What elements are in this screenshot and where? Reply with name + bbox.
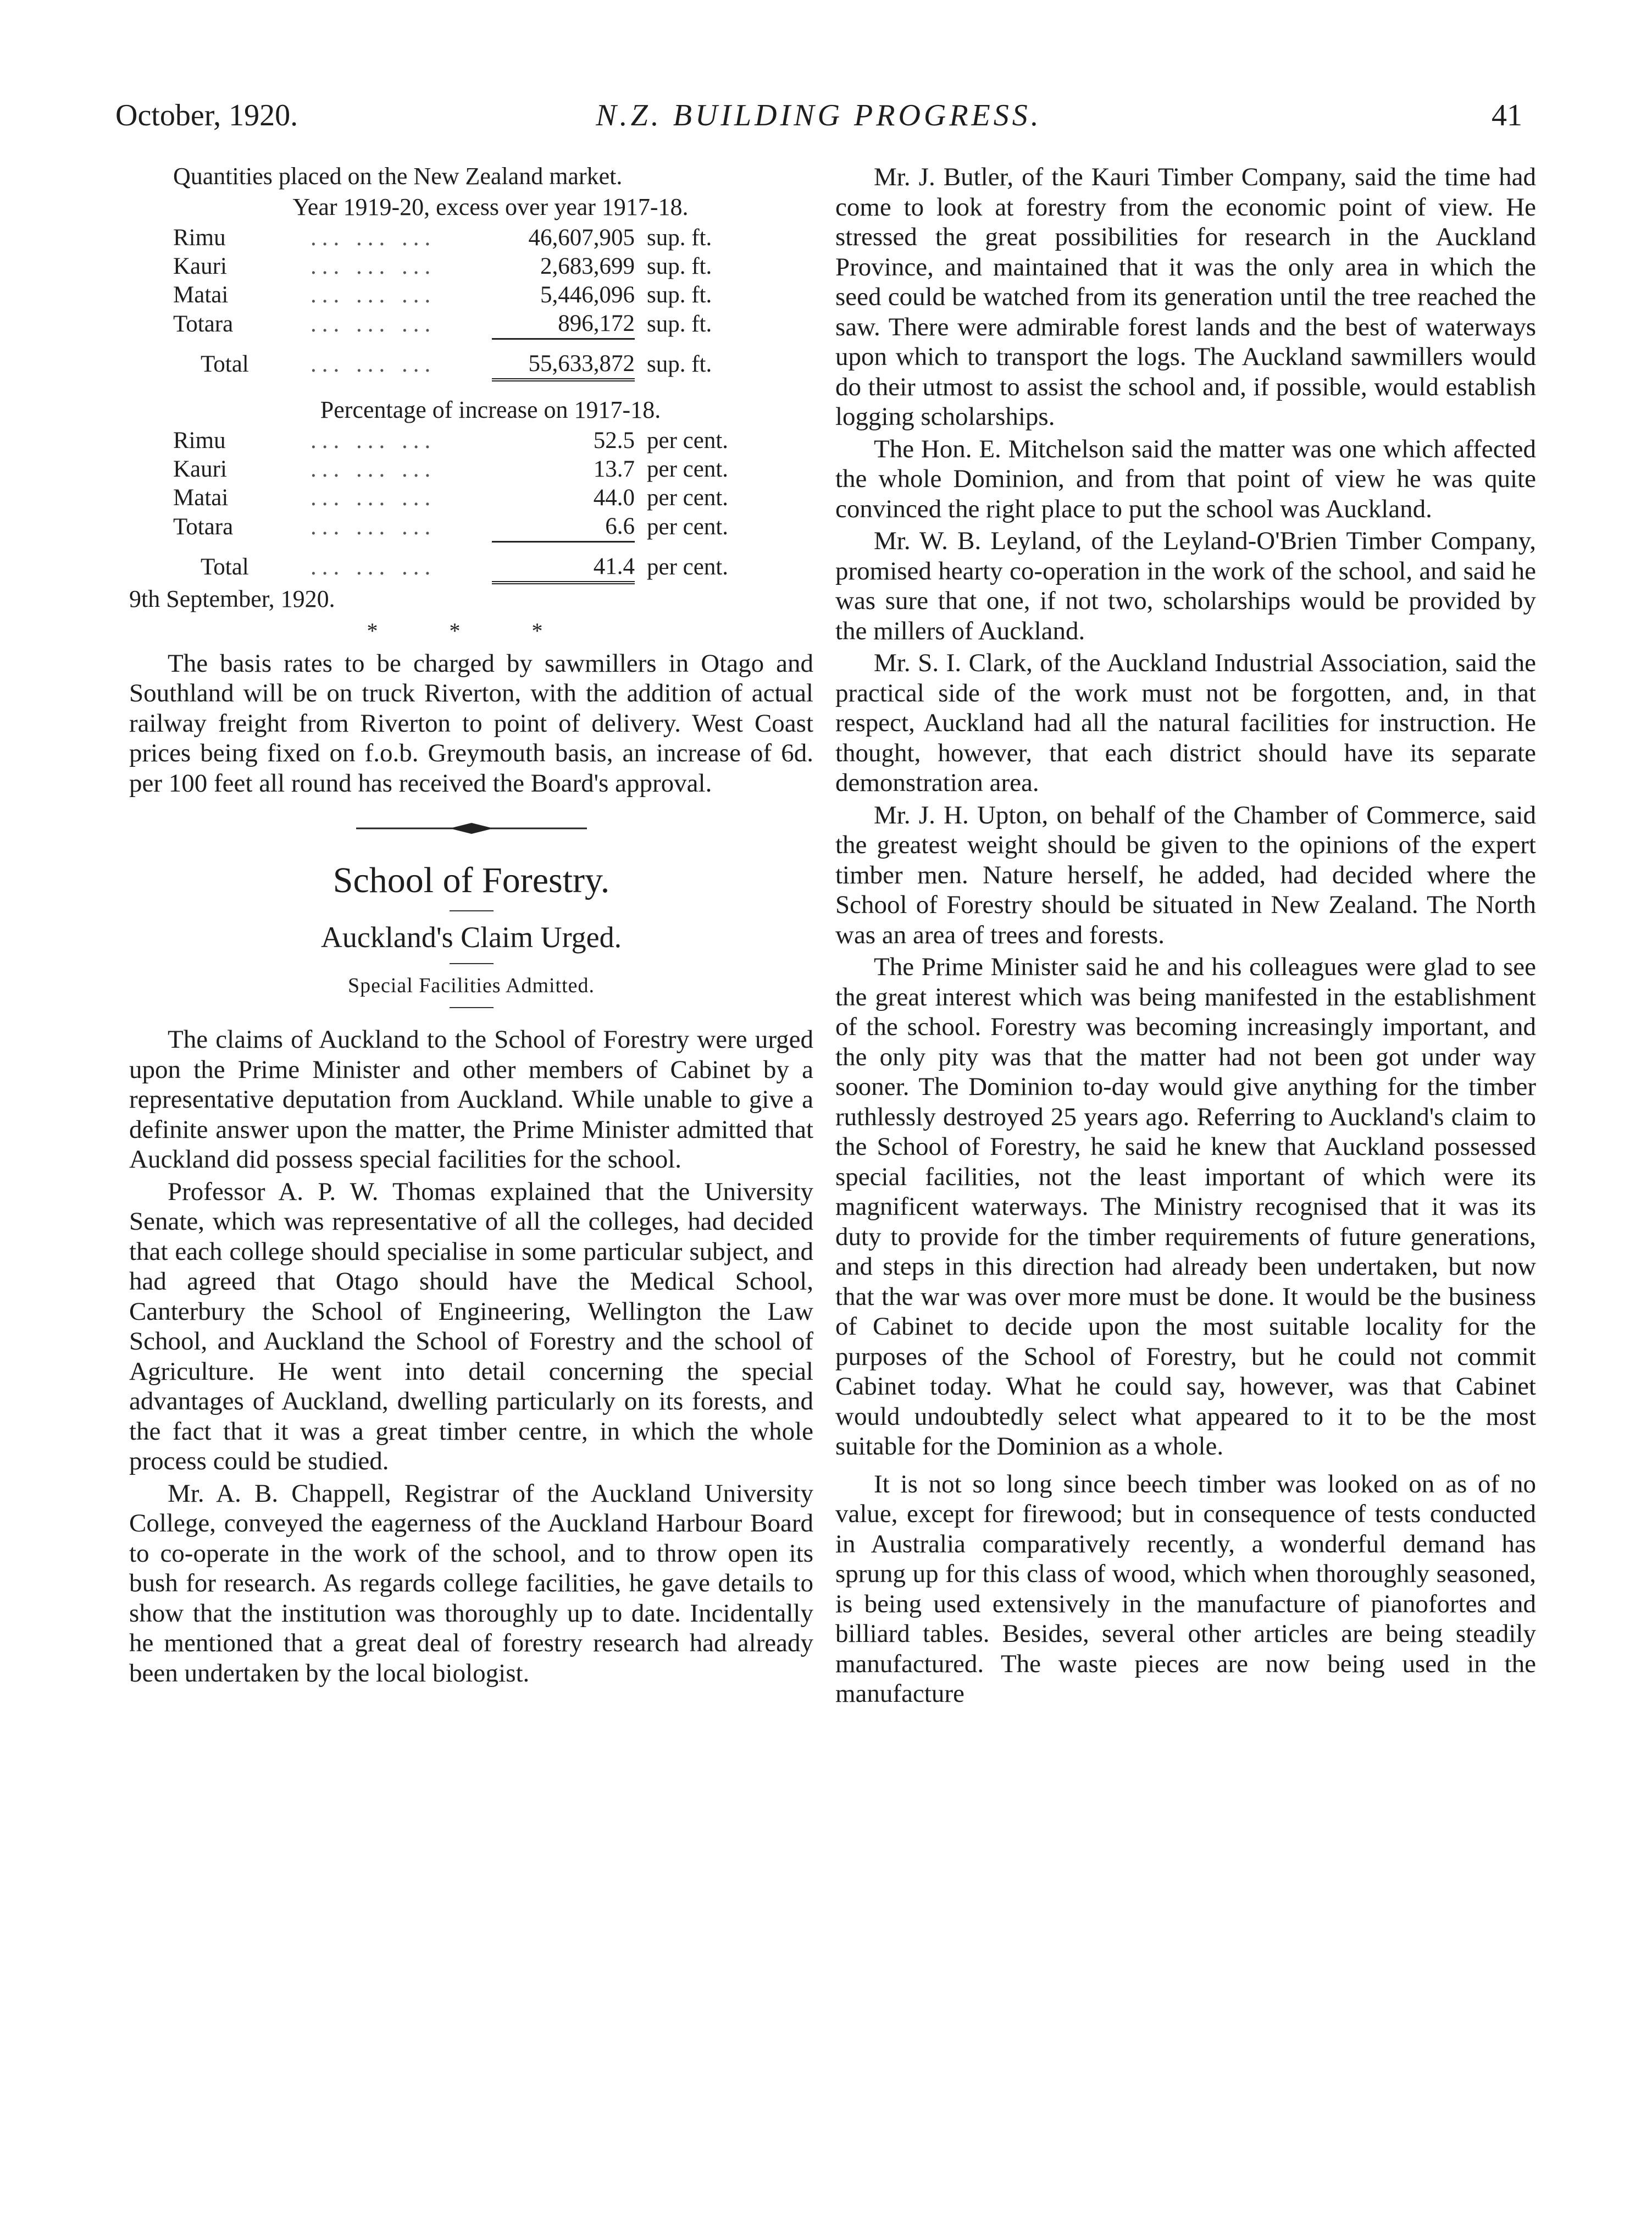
leader-dots: ... ... ...	[311, 253, 436, 279]
leader-dots: ... ... ...	[311, 513, 436, 540]
total-unit: sup. ft.	[647, 351, 712, 377]
section-break-stars: * * *	[367, 618, 576, 643]
table1-caption: Quantities placed on the New Zealand market.	[173, 163, 623, 190]
percentage-increase-table	[173, 427, 728, 584]
total-value: 41.4	[492, 542, 635, 583]
table-row	[173, 512, 728, 542]
table2-caption: Percentage of increase on 1917-18.	[320, 396, 661, 423]
ornamental-divider	[356, 820, 587, 837]
page-number: 41	[1492, 98, 1522, 132]
leader-dots: ... ... ...	[311, 428, 436, 453]
title-rule	[450, 910, 494, 911]
paragraph-chappell: Mr. A. B. Chappell, Registrar of the Auckland University College, conveyed the eagerness of the Auckland Harbour Board to co-operate in the work of the school, and to throw open its bush for research. As regards college facilities, he gave details to show that the institution was thoroughly up to date. Incidentally he mentioned that a great deal of forestry research had already been undertaken by the local biologist.	[129, 1479, 813, 1688]
quantity-unit: sup. ft.	[647, 311, 712, 337]
percentage-value: 44.0	[593, 485, 635, 511]
issue-date: October, 1920.	[115, 98, 298, 132]
table-row	[173, 427, 728, 455]
quantity-value: 896,172	[558, 311, 635, 336]
publication-title: N.Z. BUILDING PROGRESS.	[596, 98, 1042, 132]
table-row	[173, 224, 712, 252]
page-header	[115, 93, 1522, 137]
timber-name: Kauri	[173, 253, 227, 279]
timber-name: Totara	[173, 311, 234, 337]
excess-quantities-table	[173, 224, 712, 381]
table-total-row	[173, 542, 728, 583]
paragraph-upton: Mr. J. H. Upton, on behalf of the Chamber of Commerce, said the greatest weight should be given to the opinions of the expert timber men. Nature herself, he added, had decided where the School of Forestry should be situated in New Zealand. The North was an area of trees and forests.	[835, 800, 1536, 949]
table-row	[173, 484, 728, 512]
paragraph-prime-minister: The Prime Minister said he and his colleagues were glad to see the great interest which was being manifested in the establishment of the school. Forestry was becoming increasingly important, and the only pity was that the matter had not been got under way sooner. The Dominion to-day would give anything for the timber ruthlessly destroyed 25 years ago. Referring to Auckland's claim to the School of Forestry, he said he knew that Auckland possessed special facilities, not the least important of which were its magnificent waterways. The Ministry recognised that it was its duty to provide for the timber requirements of future generations, and steps in this direction had already been undertaken, but now that the war was over more must be done. It would be the business of Cabinet to decide upon the most suitable locality for the purposes of the School of Forestry, but he could not commit Cabinet today. What he could say, however, was that Cabinet would undoubtedly select what appeared to it to be the most suitable for the Dominion as a whole.	[835, 953, 1536, 1461]
percentage-value: 6.6	[605, 513, 635, 539]
timber-name: Matai	[173, 485, 229, 511]
timber-name: Kauri	[173, 456, 227, 482]
paragraph-beech-timber: It is not so long since beech timber was looked on as of no value, except for firewood; but in consequence of tests conducted in Australia comparatively recently, a wonderful demand has sprung up for this class of wood, which when thoroughly seasoned, is being used extensively in the manufacture of pianofortes and billiard tables. Besides, several other articles are being steadily manufactured. The waste pieces are now being used in the manufacture	[835, 1469, 1536, 1708]
timber-name: Totara	[173, 513, 234, 540]
leader-dots: ... ... ...	[311, 282, 436, 308]
quantity-value: 5,446,096	[540, 282, 635, 308]
article-subtitle: Auckland's Claim Urged.	[320, 921, 622, 954]
article-kicker: Special Facilities Admitted.	[347, 974, 595, 997]
quantity-unit: sup. ft.	[647, 225, 712, 251]
paragraph-butler: Mr. J. Butler, of the Kauri Timber Company, said the time had come to look at forestry from the economic point of view. He stressed the great possibilities for research in the Auckland Province, and maintained that it was the only area in which the seed could be watched from its generation until the tree reached the saw. There were admirable forest lands and the best of waterways upon which to transport the logs. The Auckland sawmillers would do their utmost to assist the school and, if possible, would establish logging scholarships.	[835, 163, 1536, 431]
leader-dots: ... ... ...	[311, 225, 436, 251]
quantity-value: 2,683,699	[540, 253, 635, 279]
paragraph-clark: Mr. S. I. Clark, of the Auckland Industrial Association, said the practical side of the work must not be forgotten, and, in that respect, Auckland had all the natural facilities for instruction. He thought, however, that each district should have its separate demonstration area.	[835, 649, 1536, 797]
leader-dots: ... ... ...	[311, 554, 436, 580]
quantity-value: 46,607,905	[528, 225, 635, 251]
table-row	[173, 309, 712, 339]
total-value: 55,633,872	[492, 339, 635, 380]
table-row	[173, 455, 728, 484]
total-label: Total	[201, 554, 249, 580]
timber-name: Rimu	[173, 428, 226, 453]
quantity-unit: sup. ft.	[647, 282, 712, 308]
table-row	[173, 252, 712, 281]
leader-dots: ... ... ...	[311, 311, 436, 337]
percentage-value: 52.5	[593, 428, 635, 453]
leader-dots: ... ... ...	[311, 351, 436, 377]
percentage-unit: per cent.	[647, 485, 729, 511]
table-total-row	[173, 339, 712, 380]
right-column	[835, 162, 1536, 1711]
total-label: Total	[201, 351, 249, 377]
leader-dots: ... ... ...	[311, 485, 436, 511]
dateline: 9th September, 1920.	[129, 585, 335, 612]
paragraph-claims: The claims of Auckland to the School of Forestry were urged upon the Prime Minister and other members of Cabinet by a representative deputation from Auckland. While unable to give a definite answer upon the matter, the Prime Minister admitted that Auckland did possess special facilities for the school.	[129, 1025, 813, 1174]
subtitle-rule	[450, 963, 494, 964]
kicker-rule	[450, 1007, 494, 1008]
paragraph-thomas: Professor A. P. W. Thomas explained that the University Senate, which was representative of all the colleges, had decided that each college should specialise in some particular subject, and had agreed that Otago should have the Medical School, Canterbury the School of Engineering, Wellington the Law School, and Auckland the School of Forestry and the school of Agriculture. He went into detail concerning the special advantages of Auckland, dwelling particularly on its forests, and the fact that it was a great timber centre, in which the whole process could be studied.	[129, 1177, 813, 1475]
percentage-unit: per cent.	[647, 428, 729, 453]
timber-name: Matai	[173, 282, 229, 308]
percentage-unit: per cent.	[647, 513, 729, 540]
timber-name: Rimu	[173, 225, 226, 251]
percentage-unit: per cent.	[647, 456, 729, 482]
quantity-unit: sup. ft.	[647, 253, 712, 279]
paragraph-mitchelson: The Hon. E. Mitchelson said the matter was one which affected the whole Dominion, and from that point of view he was quite convinced the right place to put the school was Auckland.	[835, 434, 1536, 523]
table-row	[173, 281, 712, 309]
left-column	[129, 162, 813, 1690]
leader-dots: ... ... ...	[311, 456, 436, 482]
paragraph-basis-rates: The basis rates to be charged by sawmillers in Otago and Southland will be on truck Riverton, with the addition of actual railway freight from Riverton to point of delivery. West Coast prices being fixed on f.o.b. Greymouth basis, an increase of 6d. per 100 feet all round has received the Board's approval.	[129, 649, 813, 798]
table1-subcaption: Year 1919-20, excess over year 1917-18.	[292, 193, 689, 220]
total-unit: per cent.	[647, 554, 729, 580]
paragraph-leyland: Mr. W. B. Leyland, of the Leyland-O'Brien Timber Company, promised hearty co-operation in the work of the school, and said he was sure that one, if not two, scholarships would be provided by the millers of Auckland.	[835, 527, 1536, 645]
article-title: School of Forestry.	[332, 860, 610, 900]
percentage-value: 13.7	[593, 456, 635, 482]
